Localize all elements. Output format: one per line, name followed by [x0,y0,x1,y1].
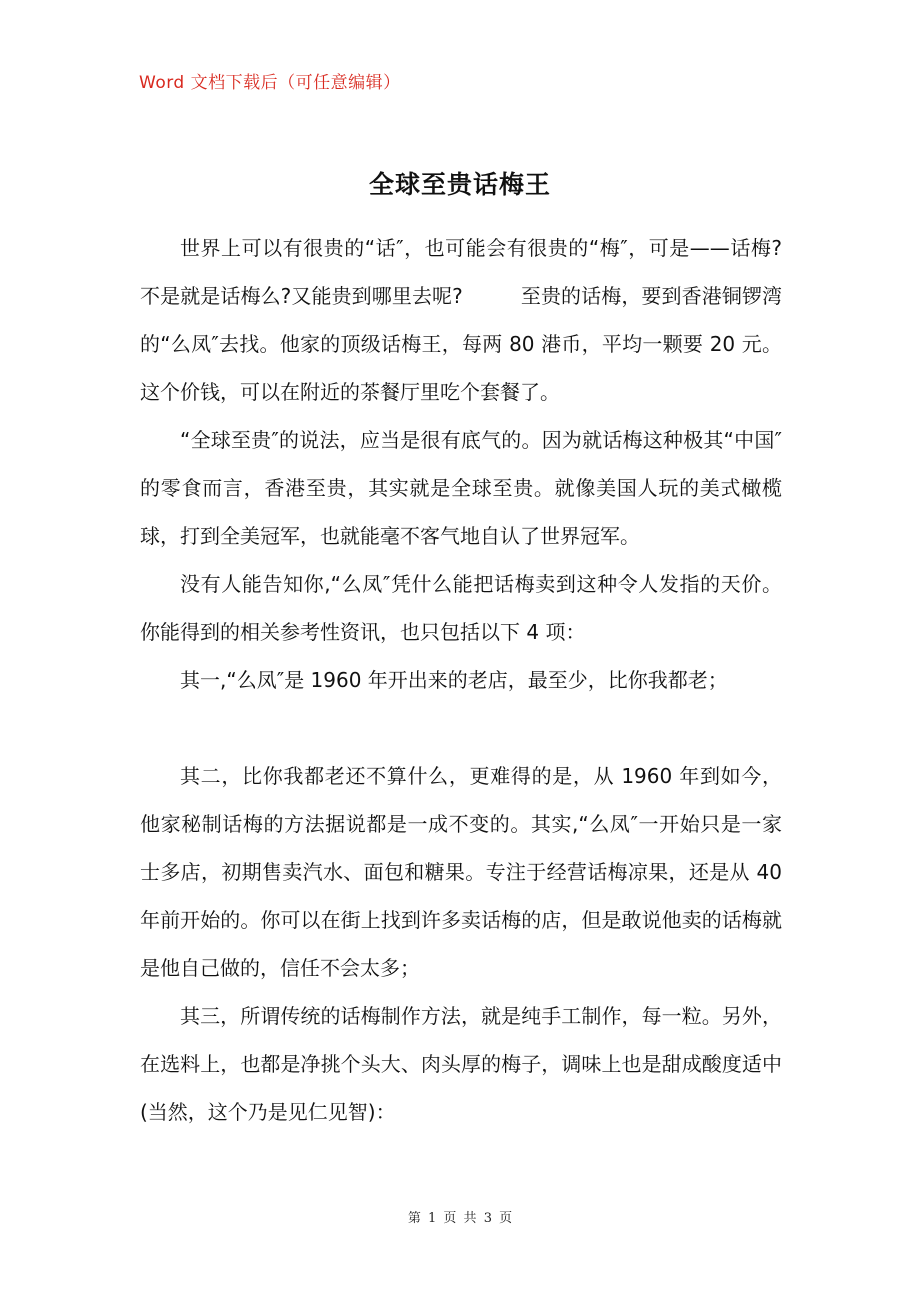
document-body [140,224,782,1136]
paragraph-intro [140,224,782,416]
paragraph-global-claim: “全球至贵″的说法，应当是很有底气的。因为就话梅这种极其“中国″的零食而言，香港至贵，其实就是全球至贵。就像美国人玩的美式橄榄球，打到全美冠军，也就能毫不客气地自认了世界冠军。 [140,428,782,548]
page-number-footer: 第 1 页 共 3 页 [407,1211,513,1226]
paragraph-point-two: 其二，比你我都老还不算什么，更难得的是，从 1960 年到如今，他家秘制话梅的方法据说都是一成不变的。其实,“么凤″一开始只是一家士多店，初期售卖汽水、面包和糖果。专注于经营话梅凉果，还是从 40 年前开始的。你可以在街上找到许多卖话梅的店，但是敢说他卖的话梅就是他自己做的，信任不会太多； [140,764,782,980]
paragraph-intro-part1: 世界上可以有很贵的“话″，也可能会有很贵的“梅″，可是——话梅?不是就是话梅么?又能贵到哪里去呢? [140,236,782,308]
paragraph-point-three: 其三，所谓传统的话梅制作方法，就是纯手工制作，每一粒。另外，在选料上，也都是净挑个头大、肉头厚的梅子，调味上也是甜成酸度适中(当然，这个乃是见仁见智)： [140,1004,782,1124]
paragraph-point-one: 其一,“么凤″是 1960 年开出来的老店，最至少，比你我都老； [180,668,728,692]
download-watermark: Word 文档下载后（可任意编辑） [139,73,401,93]
document-title: 全球至贵话梅王 [368,169,551,199]
paragraph-price-question: 没有人能告知你,“么凤″凭什么能把话梅卖到这种令人发指的天价。你能得到的相关参考性资讯，也只包括以下 4 项： [140,572,782,644]
paragraph-intro-part2: 至贵的话梅，要到香港铜锣湾的“么凤″去找。他家的顶级话梅王，每两 80 港币，平均一颗要 20 元。这个价钱，可以在附近的茶餐厅里吃个套餐了。 [140,284,783,404]
